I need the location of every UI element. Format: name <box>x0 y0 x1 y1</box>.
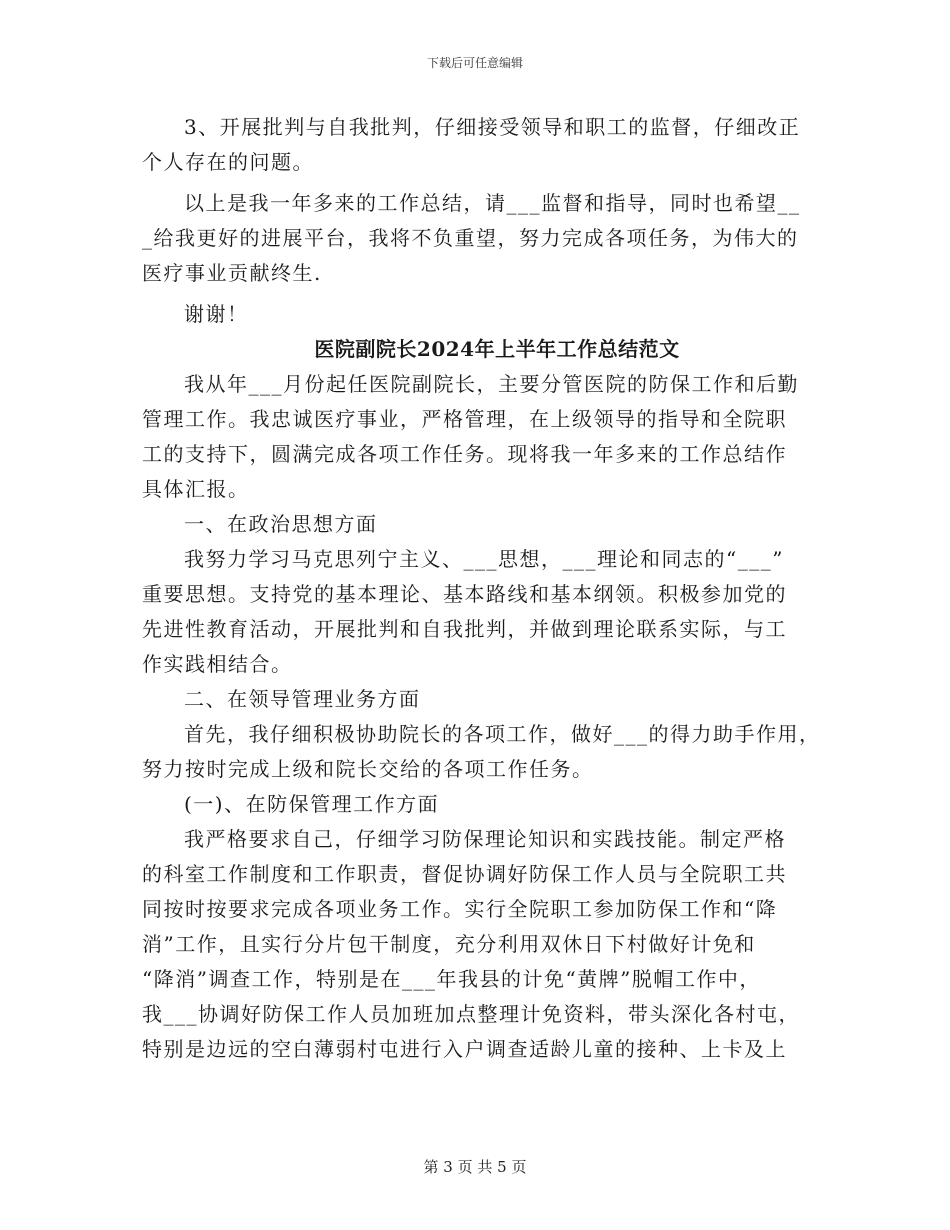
text-line: 我从年___月份起任医院副院长，主要分管医院的防保工作和后勤 <box>184 372 799 396</box>
text-line: 同按时按要求完成各项业务工作。实行全院职工参加防保工作和“降 <box>142 897 778 921</box>
text-line: _给我更好的进展平台，我将不负重望，努力完成各项任务，为伟大的 <box>142 226 799 250</box>
section-heading: 二、在领导管理业务方面 <box>184 687 421 711</box>
text-line: 医疗事业贡献终生. <box>142 261 322 285</box>
text-line: 作实践相结合。 <box>142 652 293 676</box>
text-line: 具体汇报。 <box>142 477 250 501</box>
text-line: 工的支持下，圆满完成各项工作任务。现将我一年多来的工作总结作 <box>142 442 787 466</box>
text-line: 消”工作，且实行分片包干制度，充分利用双休日下村做好计免和 <box>142 932 756 956</box>
text-line: 以上是我一年多来的工作总结，请___监督和指导，同时也希望__ <box>184 191 801 215</box>
text-line: “降消”调查工作，特别是在___年我县的计免“黄牌”脱帽工作中， <box>142 967 761 991</box>
text-line: 特别是边远的空白薄弱村屯进行入户调查适龄儿童的接种、上卡及上 <box>142 1037 787 1061</box>
text-line: 首先，我仔细积极协助院长的各项工作，做好___的得力助手作用， <box>184 722 821 746</box>
text-line: 3、开展批判与自我批判，仔细接受领导和职工的监督，仔细改正 <box>184 115 801 139</box>
text-line: 先进性教育活动，开展批判和自我批判，并做到理论联系实际，与工 <box>142 617 787 641</box>
section-heading: 一、在政治思想方面 <box>184 512 378 536</box>
page-footer: 第 3 页 共 5 页 <box>423 1158 527 1176</box>
text-line: 我严格要求自己，仔细学习防保理论知识和实践技能。制定严格 <box>184 827 786 851</box>
section-title: 医院副院长2024年上半年工作总结范文 <box>314 337 680 361</box>
page-header: 下载后可任意编辑 <box>426 56 523 70</box>
text-line: 个人存在的问题。 <box>142 150 314 174</box>
document-body <box>142 110 832 1067</box>
text-line: 管理工作。我忠诚医疗事业，严格管理，在上级领导的指导和全院职 <box>142 407 787 431</box>
text-line: 我努力学习马克思列宁主义、___思想，___理论和同志的“___” <box>184 547 784 571</box>
text-line: 谢谢！ <box>184 302 249 326</box>
text-line: 我___协调好防保工作人员加班加点整理计免资料，带头深化各村屯， <box>142 1002 800 1026</box>
text-line: 的科室工作制度和工作职责，督促协调好防保工作人员与全院职工共 <box>142 862 787 886</box>
section-heading: (一)、在防保管理工作方面 <box>184 792 440 816</box>
text-line: 重要思想。支持党的基本理论、基本路线和基本纲领。积极参加党的 <box>142 582 787 606</box>
text-line: 努力按时完成上级和院长交给的各项工作任务。 <box>142 757 594 781</box>
